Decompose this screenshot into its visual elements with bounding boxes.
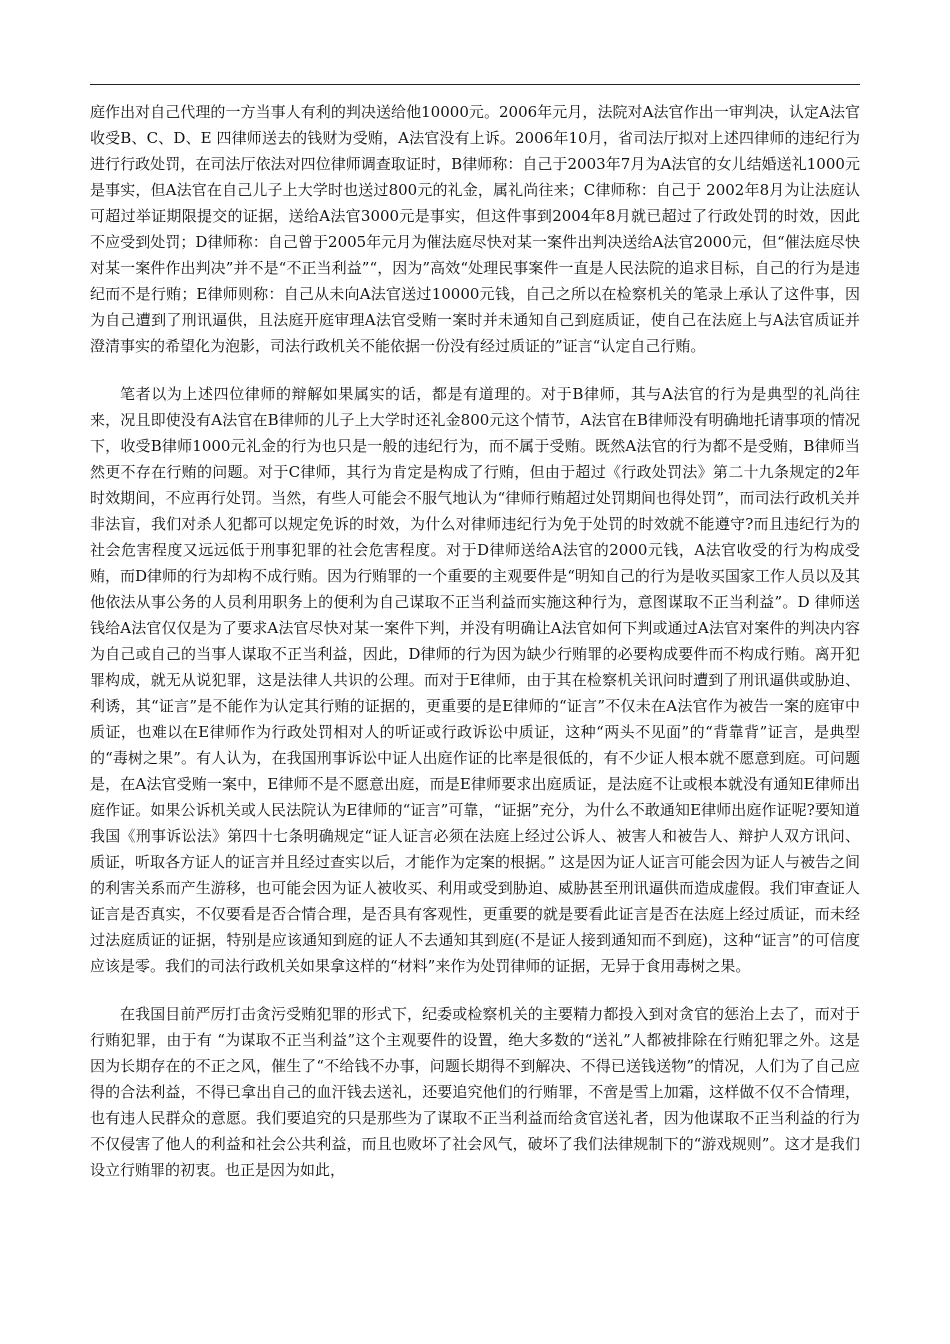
document-page — [90, 84, 860, 1183]
header-rule — [90, 84, 860, 85]
paragraph-1: 庭作出对自己代理的一方当事人有利的判决送给他10000元。2006年元月，法院对A法官作出一审判决，认定A法官收受B、C、D、E 四律师送去的钱财为受贿，A法官没有上诉。2006年10月，省司法厅拟对上述四律师的违纪行为进行行政处罚，在司法厅依法对四位律师调查取证时，B律师称：自己于2003年7月为A法官的女儿结婚送礼1000元是事实，但A法官在自己儿子上大学时也送过800元的礼金，属礼尚往来；C律师称：自己于 2002年8月为让法庭认可超过举证期限提交的证据，送给A法官3000元是事实，但这件事到2004年8月就已超过了行政处罚的时效，因此不应受到处罚；D律师称：自己曾于2005年元月为催法庭尽快对某一案件出判决送给A法官2000元，但“催法庭尽快对某一案件作出判决”并不是“不正当利益”“，因为”高效“处理民事案件一直是人民法院的追求目标，自己的行为是违纪而不是行贿；E律师则称：自己从未向A法官送过10000元钱，自己之所以在检察机关的笔录上承认了这件事，因为自己遭到了刑讯逼供，且法庭开庭审理A法官受贿一案时并未通知自己到庭质证，使自己在法庭上与A法官质证并澄清事实的希望化为泡影，司法行政机关不能依据一份没有经过质证的”证言“认定自己行贿。 — [90, 103, 860, 355]
paragraph-3: 在我国目前严厉打击贪污受贿犯罪的形式下，纪委或检察机关的主要精力都投入到对贪官的惩治上去了，而对于行贿犯罪，由于有 “为谋取不正当利益”这个主观要件的设置，绝大多数的“送礼”人都被排除在行贿犯罪之外。这是因为长期存在的不正之风，催生了“不给钱不办事，问题长期得不到解决、不得已送钱送物”的情况，人们为了自己应得的合法利益，不得已拿出自己的血汗钱去送礼，还要追究他们的行贿罪，不啻是雪上加霜，这样做不仅不合情理，也有违人民群众的意愿。我们要追究的只是那些为了谋取不正当利益而给贪官送礼者，因为他谋取不正当利益的行为不仅侵害了他人的利益和社会公共利益，而且也败坏了社会风气，破坏了我们法律规制下的“游戏规则”。这才是我们设立行贿罪的初衷。也正是因为如此， — [90, 1005, 860, 1179]
paragraph-2: 笔者以为上述四位律师的辩解如果属实的话，都是有道理的。对于B律师，其与A法官的行为是典型的礼尚往来，况且即使没有A法官在B律师的儿子上大学时还礼金800元这个情节，A法官在B律师没有明确地托请事项的情况下，收受B律师1000元礼金的行为也只是一般的违纪行为，而不属于受贿。既然A法官的行为都不是受贿，B律师当然更不存在行贿的问题。对于C律师，其行为肯定是构成了行贿，但由于超过《行政处罚法》第二十九条规定的2年时效期间，不应再行处罚。当然，有些人可能会不服气地认为“律师行贿超过处罚期间也得处罚”，而司法行政机关并非法盲，我们对杀人犯都可以规定免诉的时效，为什么对律师违纪行为免于处罚的时效就不能遵守?而且违纪行为的社会危害程度又远远低于刑事犯罪的社会危害程度。对于D律师送给A法官的2000元钱，A法官收受的行为构成受贿，而D律师的行为却构不成行贿。因为行贿罪的一个重要的主观要件是“明知自己的行为是收买国家工作人员以及其他依法从事公务的人员利用职务上的便利为自己谋取不正当利益而实施这种行为，意图谋取不正当利益”。D 律师送钱给A法官仅仅是为了要求A法官尽快对某一案件下判，并没有明确让A法官如何下判或通过A法官对案件的判决内容为自己或自己的当事人谋取不正当利益，因此，D律师的行为因为缺少行贿罪的必要构成要件而不构成行贿。离开犯罪构成，就无从说犯罪，这是法律人共识的公理。而对于E律师，由于其在检察机关讯问时遭到了刑讯逼供或胁迫、利诱，其“证言”是不能作为认定其行贿的证据的，更重要的是E律师的“证言”不仅未在A法官作为被告一案的庭审中质证，也难以在E律师作为行政处罚相对人的听证或行政诉讼中质证，这种“两头不见面”的“背靠背”证言，是典型的“毒树之果”。有人认为，在我国刑事诉讼中证人出庭作证的比率是很低的，有不少证人根本就不愿意到庭。可问题是，在A法官受贿一案中，E律师不是不愿意出庭，而是E律师要求出庭质证，是法庭不让或根本就没有通知E律师出庭作证。如果公诉机关或人民法院认为E律师的“证言”可靠，“证据”充分，为什么不敢通知E律师出庭作证呢?要知道我国《刑事诉讼法》第四十七条明确规定“证人证言必须在法庭上经过公诉人、被害人和被告人、辩护人双方讯问、质证，听取各方证人的证言并且经过查实以后，才能作为定案的根据。” 这是因为证人证言可能会因为证人与被告之间的利害关系而产生游移，也可能会因为证人被收买、利用或受到胁迫、威胁甚至刑讯逼供而造成虚假。我们审查证人证言是否真实，不仅要看是否合情合理，是否具有客观性，更重要的就是要看此证言是否在法庭上经过质证，而未经过法庭质证的证据，特别是应该通知到庭的证人不去通知其到庭(不是证人接到通知而不到庭)，这种“证言”的可信度应该是零。我们的司法行政机关如果拿这样的“材料”来作为处罚律师的证据，无异于食用毒树之果。 — [90, 385, 860, 975]
